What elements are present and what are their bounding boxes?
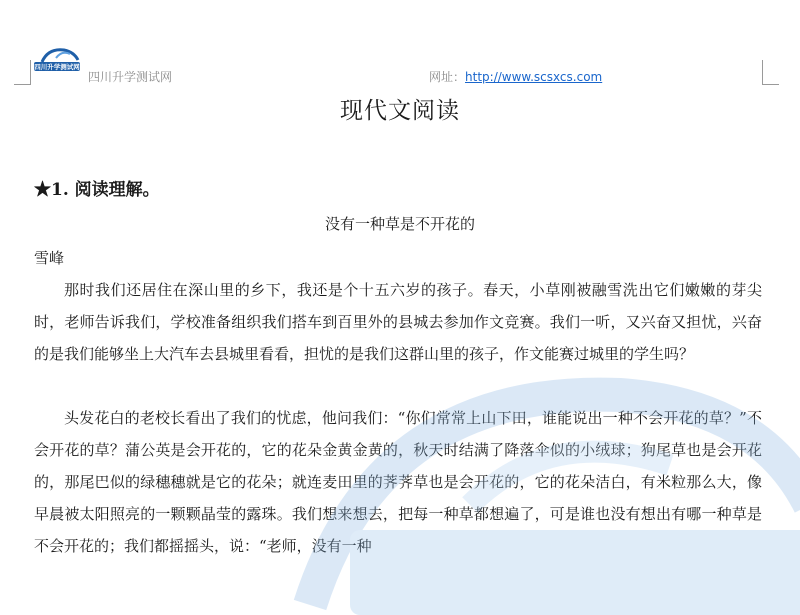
site-url [429,68,602,85]
paragraph-1: 那时我们还居住在深山里的乡下，我还是个十五六岁的孩子。春天，小草刚被融雪洗出它们嫩嫩的芽尖时，老师告诉我们，学校准备组织我们搭车到百里外的县城去参加作文竞赛。我们一听，又兴奋又担忧，兴奋的是我们能够坐上大汽车去县城里看看，担忧的是我们这群山里的孩子，作文能赛过城里的学生吗？ [34,281,762,363]
site-url-link[interactable]: http://www.scsxcs.com [465,70,603,84]
crop-mark-right [762,60,779,85]
section-heading: ★1. 阅读理解。 [34,180,160,200]
crop-mark-left [14,60,31,85]
url-label: 网址： [429,70,466,84]
article-author: 雪峰 [34,249,65,267]
paragraph-2: 头发花白的老校长看出了我们的忧虑，他问我们：“你们常常上山下田，谁能说出一种不会开花的草？”不会开花的草？蒲公英是会开花的，它的花朵金黄金黄的，秋天时结满了降落伞似的小绒球；狗尾草也是会开花的，那尾巴似的绿穗穗就是它的花朵；就连麦田里的荠荠草也是会开花的，它的花朵洁白，有米粒那么大，像早晨被太阳照亮的一颗颗晶莹的露珠。我们想来想去，把每一种草都想遍了，可是谁也没有想出有哪一种草是不会开花的；我们都摇摇头，说：“老师，没有一种 [34,409,762,555]
document-title: 现代文阅读 [340,98,460,124]
page-header [0,0,800,90]
site-logo [34,44,80,78]
site-name: 四川升学测试网 [88,70,173,84]
article-title: 没有一种草是不开花的 [324,215,475,233]
logo-text: 四川升学测试网 [34,63,80,71]
